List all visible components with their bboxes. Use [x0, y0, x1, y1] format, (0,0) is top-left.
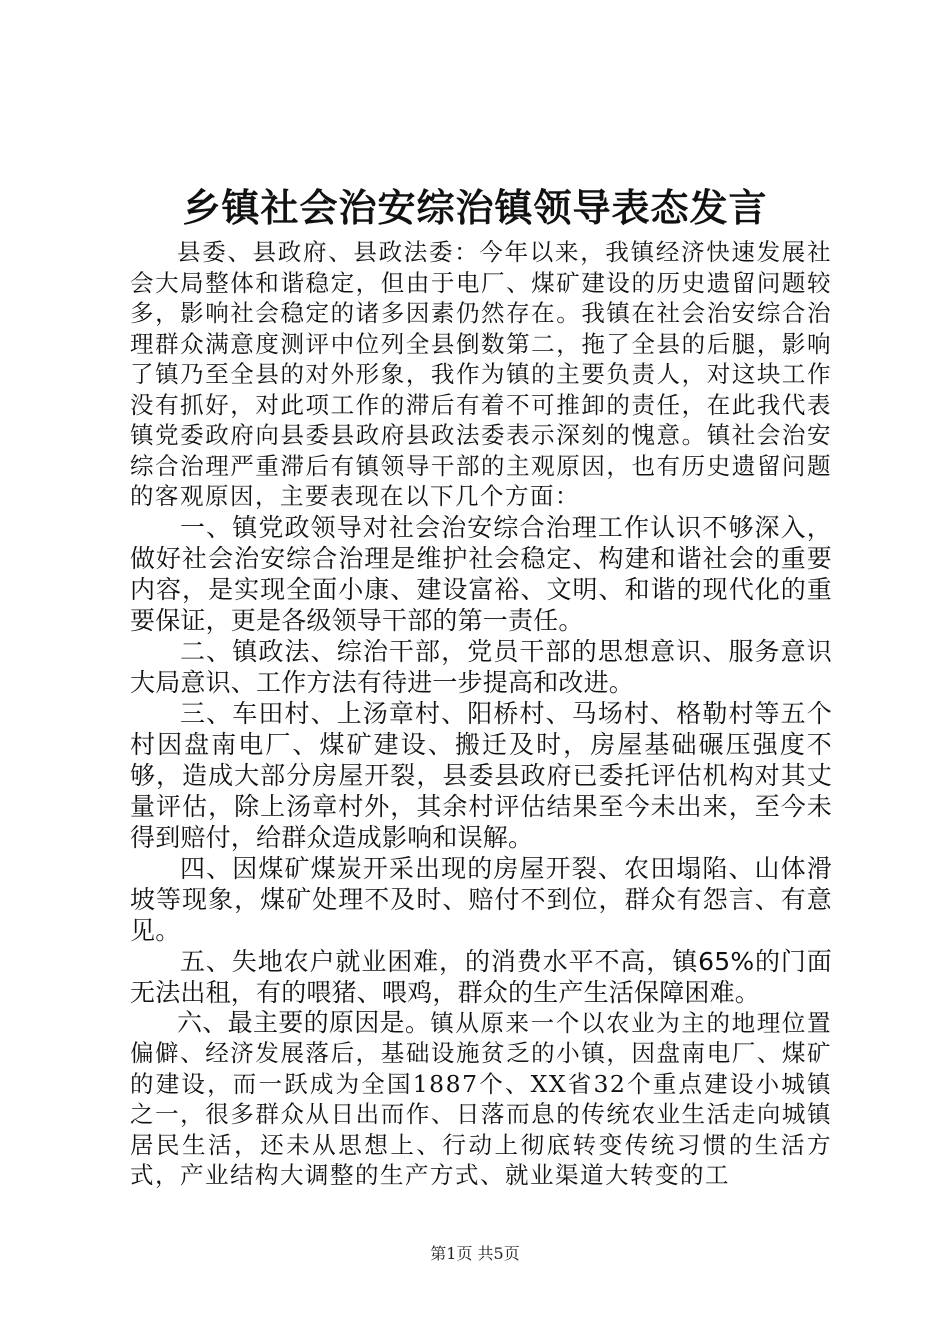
document-title: 乡镇社会治安综治镇领导表态发言: [182, 185, 768, 230]
paragraph-point-6-body: 镇从原来一个以农业为主的地理位置偏僻、经济发展落后，基础设施贫乏的小镇，因盘南电厂、煤矿的建设，而一跃成为全国1887个、XX省32个重点建设小城镇之一，很多群众从日出而作、日落而息的传统农业生活走向城镇居民生活，还未从思想上、行动上彻底转变传统习惯的生活方式，产业结构大调整的生产方式、就业渠道大转变的工: [130, 1008, 832, 1189]
paragraph-intro: 县委、县政府、县政法委：今年以来，我镇经济快速发展社会大局整体和谐稳定，但由于电厂、煤矿建设的历史遗留问题较多，影响社会稳定的诸多因素仍然存在。我镇在社会治安综合治理群众满意度测评中位列全县倒数第二，拖了全县的后腿，影响了镇乃至全县的对外形象，我作为镇的主要负责人，对这块工作没有抓好，对此项工作的滞后有着不可推卸的责任，在此我代表镇党委政府向县委县政府县政法委表示深刻的愧意。镇社会治安综合治理严重滞后有镇领导干部的主观原因，也有历史遗留问题的客观原因，主要表现在以下几个方面：: [130, 238, 832, 510]
paragraph-point-1: 一、镇党政领导对社会治安综合治理工作认识不够深入，做好社会治安综合治理是维护社会稳定、构建和谐社会的重要内容，是实现全面小康、建设富裕、文明、和谐的现代化的重要保证，更是各级领导干部的第一责任。: [130, 512, 832, 635]
paragraph-point-3: 三、车田村、上汤章村、阳桥村、马场村、格勒村等五个村因盘南电厂、煤矿建设、搬迁及时，房屋基础碾压强度不够，造成大部分房屋开裂，县委县政府已委托评估机构对其丈量评估，除上汤章村外，其余村评估结果至今未出来，至今未得到赔付，给群众造成影响和误解。: [130, 698, 832, 852]
paragraph-point-6: [130, 1008, 832, 1191]
paragraph-point-5: 五、失地农户就业困难，的消费水平不高，镇65%的门面无法出租，有的喂猪、喂鸡，群众的生产生活保障困难。: [130, 946, 832, 1007]
paragraph-point-6-lead: 六、最主要的原因是。: [177, 1007, 431, 1037]
paragraph-point-4: 四、因煤矿煤炭开采出现的房屋开裂、农田塌陷、山体滑坡等现象，煤矿处理不及时、赔付不到位，群众有怨言、有意见。: [130, 853, 832, 945]
page-number-footer: 第1页 共5页: [430, 1244, 520, 1263]
document-body: [130, 237, 832, 1191]
paragraph-point-2: 二、镇政法、综治干部，党员干部的思想意识、服务意识大局意识、工作方法有待进一步提高和改进。: [130, 636, 832, 697]
